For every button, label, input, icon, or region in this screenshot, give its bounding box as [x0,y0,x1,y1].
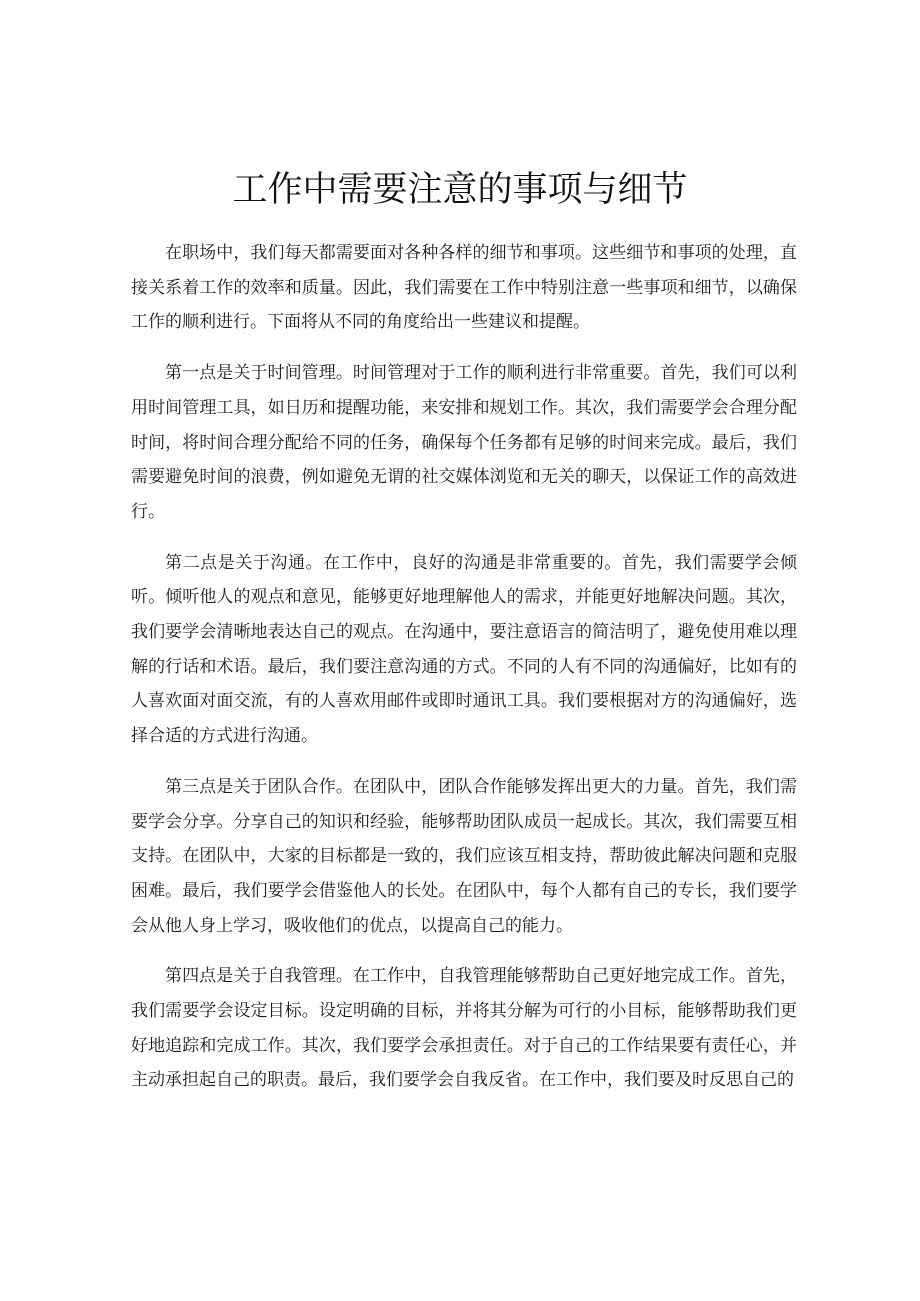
document-body [131,236,797,1114]
document-title: 工作中需要注意的事项与细节 [232,170,688,210]
paragraph-time-management: 第一点是关于时间管理。时间管理对于工作的顺利进行非常重要。首先，我们可以利用时间管理工具，如日历和提醒功能，来安排和规划工作。其次，我们需要学会合理分配时间，将时间合理分配给不同的任务，确保每个任务都有足够的时间来完成。最后，我们需要避免时间的浪费，例如避免无谓的社交媒体浏览和无关的聊天，以保证工作的高效进行。 [131,363,797,522]
paragraph-teamwork: 第三点是关于团队合作。在团队中，团队合作能够发挥出更大的力量。首先，我们需要学会分享。分享自己的知识和经验，能够帮助团队成员一起成长。其次，我们需要互相支持。在团队中，大家的目标都是一致的，我们应该互相支持，帮助彼此解决问题和克服困难。最后，我们要学会借鉴他人的长处。在团队中，每个人都有自己的专长，我们要学会从他人身上学习，吸收他们的优点，以提高自己的能力。 [131,776,797,936]
paragraph-intro: 在职场中，我们每天都需要面对各种各样的细节和事项。这些细节和事项的处理，直接关系着工作的效率和质量。因此，我们需要在工作中特别注意一些事项和细节，以确保工作的顺利进行。下面将从不同的角度给出一些建议和提醒。 [131,243,797,333]
paragraph-self-management: 第四点是关于自我管理。在工作中，自我管理能够帮助自己更好地完成工作。首先，我们需要学会设定目标。设定明确的目标，并将其分解为可行的小目标，能够帮助我们更好地追踪和完成工作。其次，我们要学会承担责任。对于自己的工作结果要有责任心，并主动承担起自己的职责。最后，我们要学会自我反省。在工作中，我们要及时反思自己的 [131,966,797,1091]
paragraph-communication: 第二点是关于沟通。在工作中，良好的沟通是非常重要的。首先，我们需要学会倾听。倾听他人的观点和意见，能够更好地理解他人的需求，并能更好地解决问题。其次，我们要学会清晰地表达自己的观点。在沟通中，要注意语言的简洁明了，避免使用难以理解的行话和术语。最后，我们要注意沟通的方式。不同的人有不同的沟通偏好，比如有的人喜欢面对面交流，有的人喜欢用邮件或即时通讯工具。我们要根据对方的沟通偏好，选择合适的方式进行沟通。 [131,552,797,747]
